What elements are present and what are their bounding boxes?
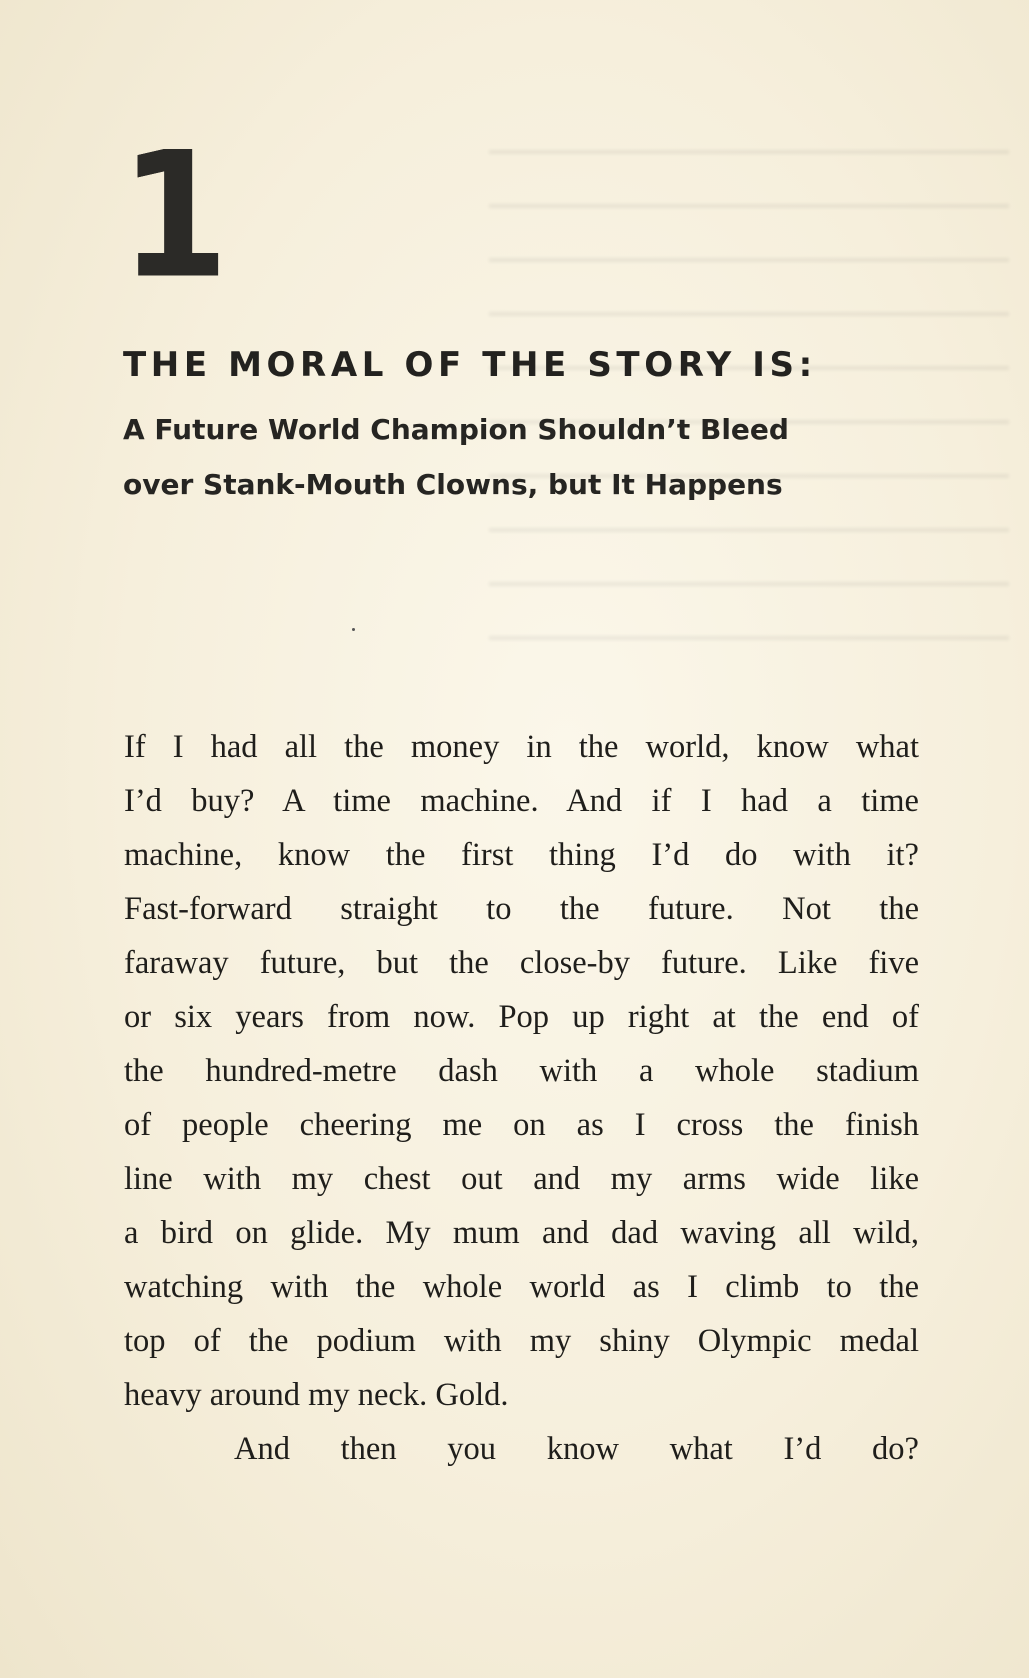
subtitle-line: over Stank-Mouth Clowns, but It Happens — [123, 468, 783, 501]
text-line: If I had all the money in the world, know what — [124, 729, 919, 765]
chapter-number: 1 — [120, 115, 226, 318]
text-line: the hundred-metre dash with a whole stadium — [124, 1053, 919, 1089]
text-line: top of the podium with my shiny Olympic medal — [124, 1323, 919, 1359]
text-line: faraway future, but the close-by future. Like five — [124, 945, 919, 981]
text-line: I’d buy? A time machine. And if I had a time — [124, 783, 919, 819]
chapter-heading: THE MORAL OF THE STORY IS: — [123, 345, 817, 385]
text-line: line with my chest out and my arms wide like — [124, 1161, 919, 1197]
text-line-indented: And then you know what I’d do? — [234, 1431, 919, 1467]
show-through-text — [489, 120, 1009, 680]
text-line: machine, know the first thing I’d do with it? — [124, 837, 919, 873]
text-line: of people cheering me on as I cross the finish — [124, 1107, 919, 1143]
text-line: heavy around my neck. Gold. — [124, 1377, 509, 1413]
text-line: or six years from now. Pop up right at the end of — [124, 999, 919, 1035]
text-line: a bird on glide. My mum and dad waving all wild, — [124, 1215, 919, 1251]
body-paragraph — [124, 720, 919, 1476]
subtitle-line: A Future World Champion Shouldn’t Bleed — [123, 413, 789, 446]
text-line: Fast-forward straight to the future. Not the — [124, 891, 919, 927]
text-line: watching with the whole world as I climb to the — [124, 1269, 919, 1305]
chapter-subtitle — [123, 402, 923, 512]
paper-speck — [352, 628, 355, 631]
